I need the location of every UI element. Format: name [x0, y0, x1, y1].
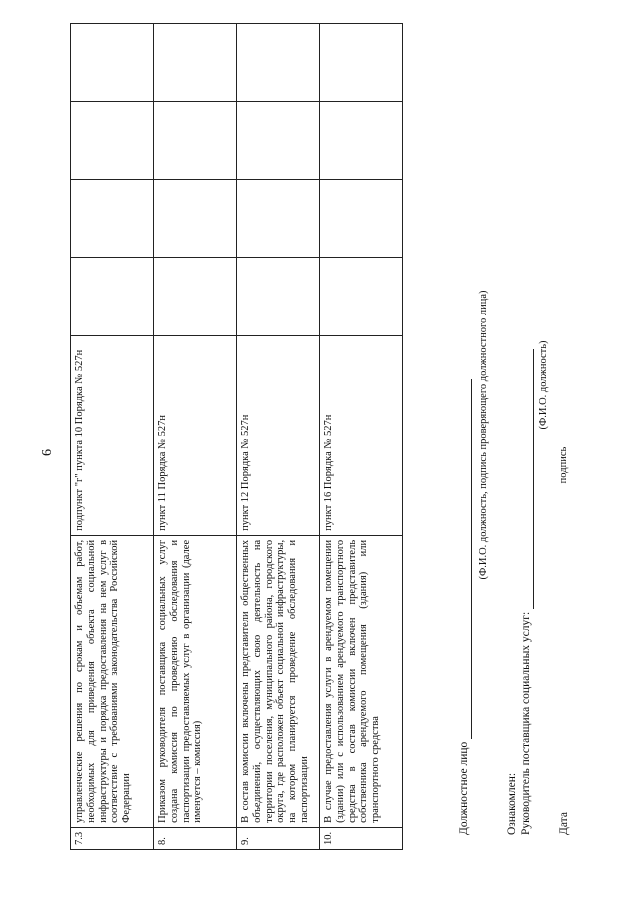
row-number: 9.	[237, 827, 320, 849]
empty-cell	[237, 257, 320, 335]
empty-cell	[71, 257, 154, 335]
table-row	[71, 23, 154, 849]
empty-cell	[237, 101, 320, 179]
signature-caption: подпись	[558, 446, 569, 484]
head-label: Руководитель поставщика социальных услуг	[520, 615, 532, 835]
row-number: 10.	[320, 827, 403, 849]
legal-reference: подпункт "г" пункта 10 Порядка № 527н	[71, 335, 154, 535]
empty-cell	[71, 23, 154, 101]
table-row	[154, 23, 237, 849]
legal-reference: пункт 12 Порядка № 527н	[237, 335, 320, 535]
empty-cell	[320, 179, 403, 257]
date-label: Дата	[558, 812, 570, 835]
empty-cell	[320, 101, 403, 179]
official-line	[458, 379, 472, 835]
empty-cell	[71, 101, 154, 179]
head-line: Руководитель поставщика социальных услуг:	[520, 349, 534, 835]
row-number: 7.3	[71, 827, 154, 849]
checklist-table	[70, 23, 403, 850]
head-caption: (Ф.И.О. должность)	[538, 340, 549, 430]
legal-reference: пункт 11 Порядка № 527н	[154, 335, 237, 535]
table-row	[320, 23, 403, 849]
official-label: Должностное лицо	[458, 741, 470, 835]
empty-cell	[71, 179, 154, 257]
empty-cell	[154, 23, 237, 101]
official-signature-line	[471, 379, 472, 739]
empty-cell	[154, 101, 237, 179]
requirement-text: Приказом руководителя поставщика социальных услуг создана комиссия по проведению обследования и паспортизации предоставляемых услуг в организации (далее именуется – комиссия)	[154, 535, 237, 827]
table-row	[237, 23, 320, 849]
empty-cell	[320, 257, 403, 335]
row-number: 8.	[154, 827, 237, 849]
requirement-text: управленческие решения по срокам и объемам работ, необходимых для приведения объекта социальной инфраструктуры и порядка предоставления на нем услуг в соответствие с требованиями законодательства Российской Федерации	[71, 535, 154, 827]
head-signature-line	[533, 349, 534, 609]
acquainted-label: Ознакомлен:	[506, 772, 518, 835]
official-caption: (Ф.И.О. должность, подпись проверяющего должностного лица)	[478, 290, 489, 580]
empty-cell	[237, 23, 320, 101]
requirement-text: В случае предоставления услуги в арендуемом помещении (здании) или с использованием арендуемого транспортного средства в состав комиссии включен представитель собственника арендуемого помещения (здания) или транспортного средства	[320, 535, 403, 827]
page-number: 6	[40, 449, 55, 456]
requirement-text: В состав комиссии включены представители общественных объединений, осуществляющих свою деятельность на территории поселения, муниципального района, городского округа, где расположен объект социальной инфраструктуры, на котором планируется проведение обследования и паспортизации	[237, 535, 320, 827]
empty-cell	[237, 179, 320, 257]
legal-reference: пункт 16 Порядка № 527н	[320, 335, 403, 535]
empty-cell	[154, 179, 237, 257]
empty-cell	[320, 23, 403, 101]
empty-cell	[154, 257, 237, 335]
